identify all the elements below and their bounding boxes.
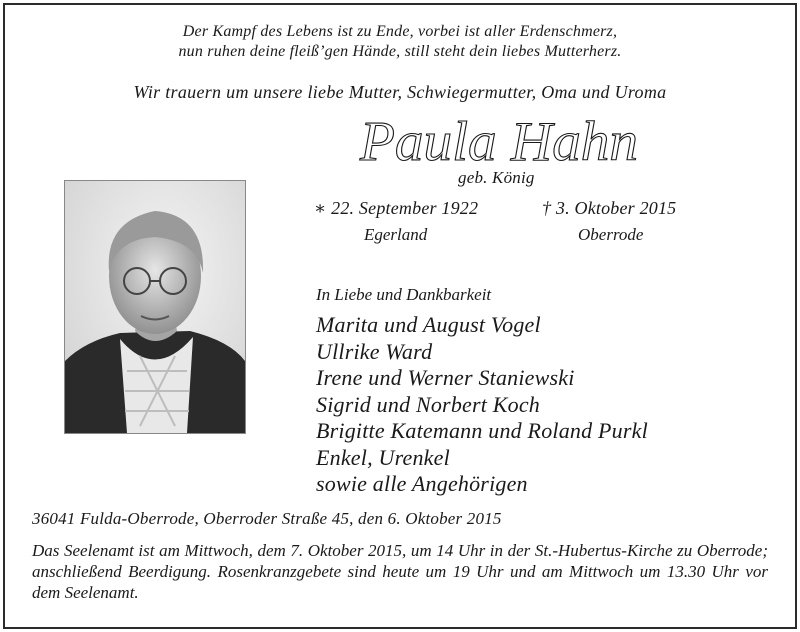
- verse-line-2: nun ruhen deine fleiß’gen Hände, still steht dein liebes Mutterherz.: [178, 43, 622, 60]
- mourner-entry: sowie alle Angehörigen: [316, 471, 528, 496]
- mourner-entry: Ullrike Ward: [316, 338, 433, 364]
- funeral-notice: Das Seelenamt ist am Mittwoch, dem 7. Oktober 2015, um 14 Uhr in der St.-Hubertus-Kirche zu Oberrode; anschließend Beerdigung. Rosenkranzgebete sind heute um 19 Uhr und am Mittwoch um 13.30 Uhr vor dem Seelenamt.: [32, 541, 768, 602]
- mourner-entry: Irene und Werner Staniewski: [316, 365, 575, 390]
- gratitude-line: In Liebe und Dankbarkeit: [316, 285, 492, 304]
- verse-line-1: Der Kampf des Lebens ist zu Ende, vorbei ist aller Erdenschmerz,: [182, 23, 618, 40]
- mourner-entry: Brigitte Katemann und Roland Purkl: [316, 418, 648, 443]
- birth-name: geb. König: [458, 168, 535, 187]
- birth-date: ∗ 22. September 1922: [314, 198, 479, 218]
- memorial-verse: [0, 22, 800, 62]
- death-place: Oberrode: [578, 225, 644, 244]
- mourners-list: [316, 312, 648, 498]
- portrait-photo: [64, 180, 246, 434]
- mourner-entry: Sigrid und Norbert Koch: [316, 391, 540, 417]
- family-address: 36041 Fulda-Oberrode, Oberroder Straße 45, den 6. Oktober 2015: [32, 509, 502, 528]
- portrait-image: [65, 181, 245, 433]
- death-date: † 3. Oktober 2015: [542, 198, 677, 218]
- svg-text:Paula Hahn: Paula Hahn: [358, 111, 638, 173]
- birth-place: Egerland: [364, 225, 428, 244]
- mourner-entry: Enkel, Urenkel: [316, 444, 450, 470]
- mourner-entry: Marita und August Vogel: [316, 312, 541, 337]
- mourning-statement: Wir trauern um unsere liebe Mutter, Schwiegermutter, Oma und Uroma: [133, 82, 667, 102]
